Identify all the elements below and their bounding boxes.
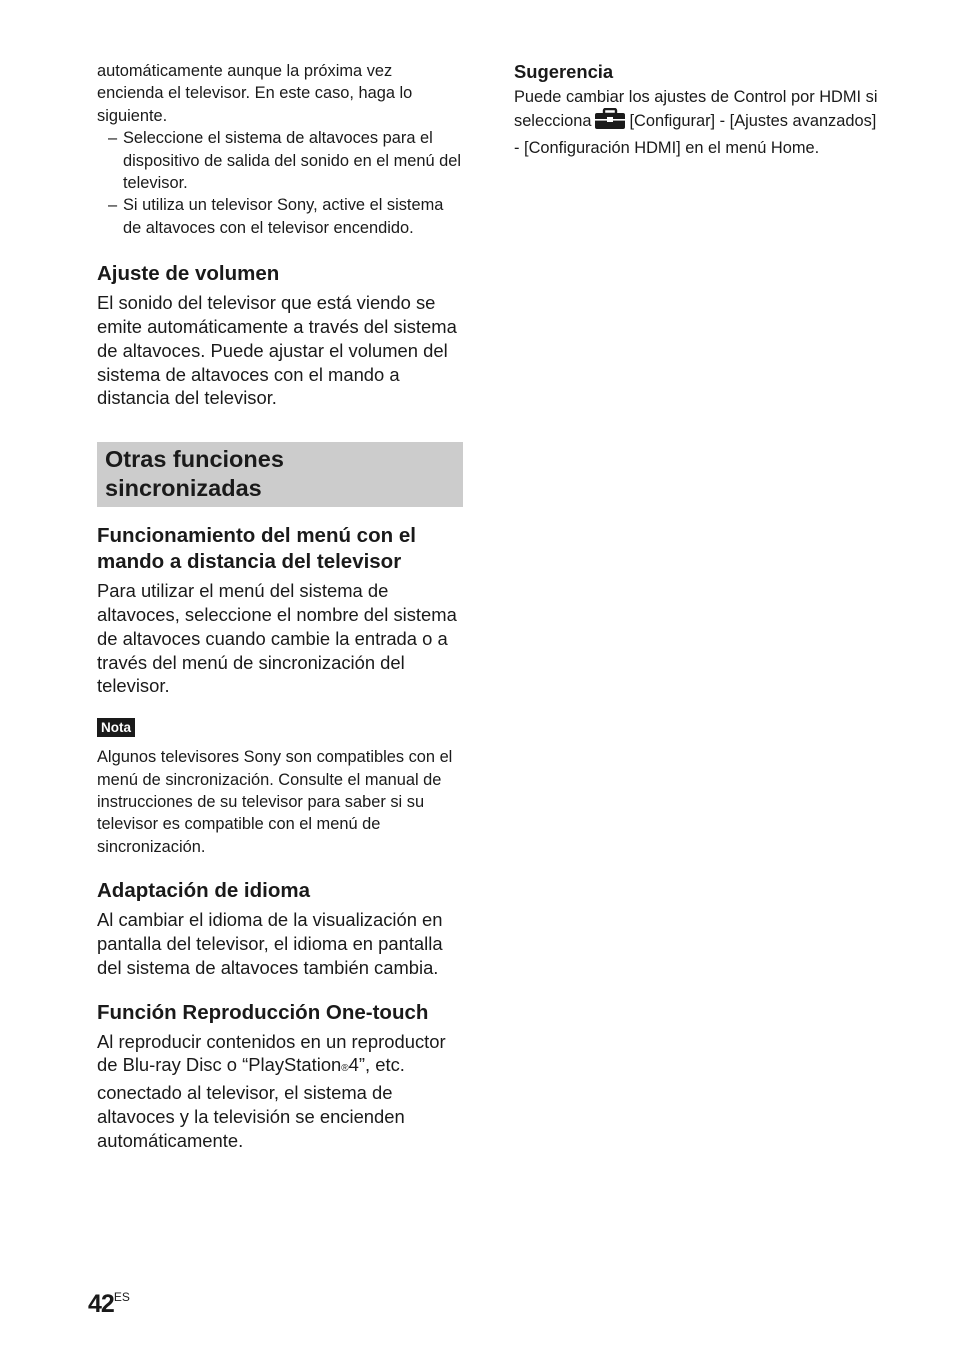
note-text: Algunos televisores Sony son compatibles con el menú de sincronización. Consulte el manual de instrucciones de su televisor para saber si su televisor es compatible con el menú de sincronización. — [97, 748, 453, 856]
tip-text-part: [Configurar] - [Ajustes avanzados] - [Configuración HDMI] en el menú Home. — [514, 112, 877, 157]
language-text: Al cambiar el idioma de la visualización en pantalla del televisor, el idioma en pantalla del sistema de altavoces también cambia. — [97, 909, 443, 978]
toolbox-icon — [594, 108, 626, 136]
section-title-line: sincronizadas — [105, 475, 262, 502]
volume-heading: Ajuste de volumen — [97, 262, 280, 286]
menu-text: Para utilizar el menú del sistema de altavoces, seleccione el nombre del sistema de altavoces cuando cambie la entrada o a través del menú de sincronización del televisor. — [97, 580, 457, 697]
language-heading: Adaptación de idioma — [97, 879, 310, 903]
tip-text — [514, 86, 884, 159]
onetouch-heading: Función Reproducción One-touch — [97, 1000, 429, 1024]
page-number-value: 42 — [88, 1290, 114, 1318]
language-code: ES — [113, 1290, 130, 1304]
list-item: – Si utiliza un televisor Sony, active el sistema de altavoces con el televisor encendido. — [97, 194, 463, 239]
onetouch-text — [97, 1030, 463, 1153]
list-item: – Seleccione el sistema de altavoces para el dispositivo de salida del sonido en el menú del televisor. — [97, 127, 463, 194]
menu-heading: Funcionamiento del menú con el mando a distancia del televisor — [97, 524, 416, 574]
volume-text: El sonido del televisor que está viendo se emite automáticamente a través del sistema de altavoces. Puede ajustar el volumen del sistema de altavoces con el mando a distancia del televisor. — [97, 292, 457, 409]
tip-text-part: Puede cambiar los ajustes de Control por HDMI si selecciona — [514, 88, 878, 131]
registered-mark: ® — [341, 1063, 349, 1075]
onetouch-text-part: Al reproducir contenidos en un reproductor de Blu-ray Disc o “PlayStation — [97, 1030, 446, 1076]
intro-list — [97, 127, 463, 239]
onetouch-text-part: 4”, etc. conectado al televisor, el sistema de altavoces y la televisión se encienden automáticamente. — [97, 1054, 405, 1151]
left-column — [97, 60, 463, 1153]
section-title — [97, 442, 463, 507]
tip-heading: Sugerencia — [514, 61, 614, 82]
note-badge: Nota — [97, 718, 135, 737]
page-number — [88, 1290, 130, 1319]
right-column — [514, 60, 884, 159]
intro-text: automáticamente aunque la próxima vez encienda el televisor. En este caso, haga lo siguiente. — [97, 62, 413, 125]
note-block — [97, 718, 463, 858]
section-title-line: Otras funciones — [105, 446, 284, 473]
